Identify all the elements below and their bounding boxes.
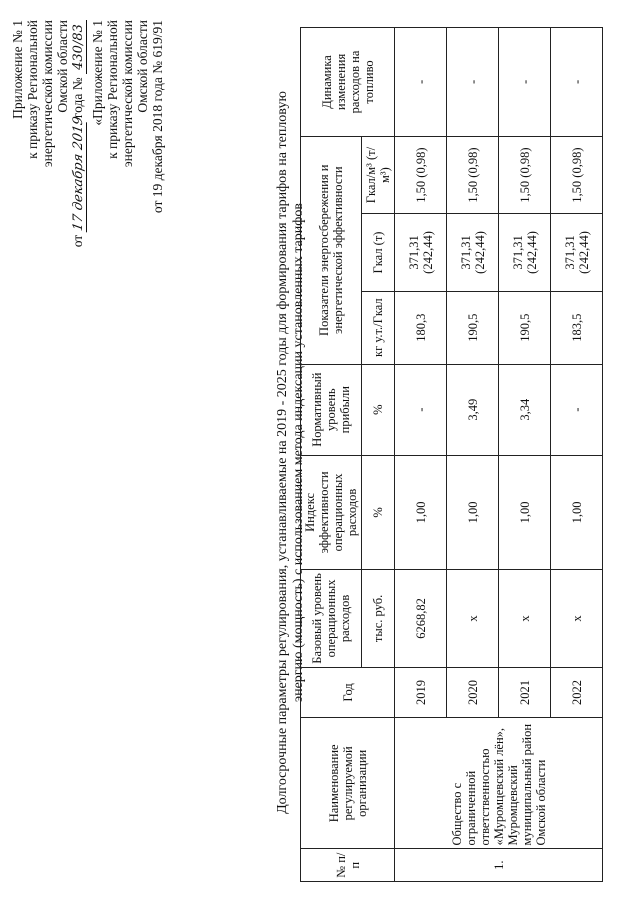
cell-base: 6268,82 <box>395 570 447 668</box>
header-org: Наименование регулируемой организации <box>301 718 395 849</box>
cell-density: 1,50 (0,98) <box>551 136 603 213</box>
title-line: энергию (мощность) с использованием метода индексации установленных тарифов <box>291 203 306 702</box>
cell-fuel: 190,5 <box>499 291 551 364</box>
cell-dynamics: - <box>447 28 499 137</box>
handwritten-order-date: 17 декабря 2019 <box>71 115 86 233</box>
handwritten-order-number: 430/83 <box>71 20 87 74</box>
cell-year: 2020 <box>447 667 499 717</box>
appendix-line: энергетической комиссии <box>40 20 55 168</box>
cell-profit: - <box>395 364 447 455</box>
unit-loss: Гкал (т) <box>362 214 395 291</box>
header-profit: Нормативный уровень прибыли <box>301 364 362 455</box>
table-header-row <box>301 28 362 882</box>
order-prefix: от <box>70 234 85 248</box>
unit-density: Гкал/м³ (т/м³) <box>362 136 395 213</box>
cell-density: 1,50 (0,98) <box>447 136 499 213</box>
header-dynamics: Динамика изменения расходов на топливо <box>301 28 395 137</box>
cell-fuel: 183,5 <box>551 291 603 364</box>
row-number: 1. <box>395 849 603 882</box>
order-reference <box>70 20 87 247</box>
cell-fuel: 180,3 <box>395 291 447 364</box>
cell-density: 1,50 (0,98) <box>499 136 551 213</box>
cell-base: x <box>499 570 551 668</box>
cell-index: 1,00 <box>551 455 603 569</box>
cell-profit: 3,49 <box>447 364 499 455</box>
cell-year: 2022 <box>551 667 603 717</box>
cell-year: 2021 <box>499 667 551 717</box>
header-num: № п/п <box>301 849 395 882</box>
cell-dynamics: - <box>499 28 551 137</box>
cell-loss: 371,31 (242,44) <box>499 214 551 291</box>
cell-density: 1,50 (0,98) <box>395 136 447 213</box>
cell-index: 1,00 <box>447 455 499 569</box>
cell-fuel: 190,5 <box>447 291 499 364</box>
cell-year: 2019 <box>395 667 447 717</box>
unit-profit: % <box>362 364 395 455</box>
cell-loss: 371,31 (242,44) <box>395 214 447 291</box>
appendix-header-new <box>10 20 87 247</box>
cell-loss: 371,31 (242,44) <box>551 214 603 291</box>
header-energy: Показатели энергосбережения и энергетической эффективности <box>301 136 362 364</box>
appendix-line: «Приложение № 1 <box>90 20 105 126</box>
cell-profit: - <box>551 364 603 455</box>
appendix-line: Приложение № 1 <box>10 20 25 119</box>
appendix-line: к приказу Региональной <box>25 20 40 159</box>
table-row <box>395 28 447 882</box>
unit-base: тыс. руб. <box>362 570 395 668</box>
appendix-line: к приказу Региональной <box>105 20 120 159</box>
cell-index: 1,00 <box>395 455 447 569</box>
order-year-word: года № <box>70 77 85 119</box>
cell-dynamics: - <box>395 28 447 137</box>
unit-index: % <box>362 455 395 569</box>
parameters-table <box>300 27 603 882</box>
cell-loss: 371,31 (242,44) <box>447 214 499 291</box>
cell-index: 1,00 <box>499 455 551 569</box>
cell-profit: 3,34 <box>499 364 551 455</box>
cell-dynamics: - <box>551 28 603 137</box>
header-year: Год <box>301 667 395 717</box>
appendix-line: Омской области <box>55 20 70 113</box>
header-base: Базовый уровень операционных расходов <box>301 570 362 668</box>
header-index: Индекс эффективности операционных расходов <box>301 455 362 569</box>
appendix-header-old <box>90 20 165 213</box>
organization-name: Общество с ограниченной ответственностью «Муромцевский лён», Муромцевский муниципальный район Омской области <box>395 718 603 849</box>
cell-base: x <box>551 570 603 668</box>
unit-fuel: кг у.т./Гкал <box>362 291 395 364</box>
appendix-line: энергетической комиссии <box>120 20 135 168</box>
title-line: Долгосрочные параметры регулирования, устанавливаемые на 2019 - 2025 годы для формирования тарифов на тепловую <box>275 91 290 814</box>
appendix-line: Омской области <box>135 20 150 113</box>
cell-base: x <box>447 570 499 668</box>
appendix-line: от 19 декабря 2018 года № 619/91 <box>150 20 165 214</box>
